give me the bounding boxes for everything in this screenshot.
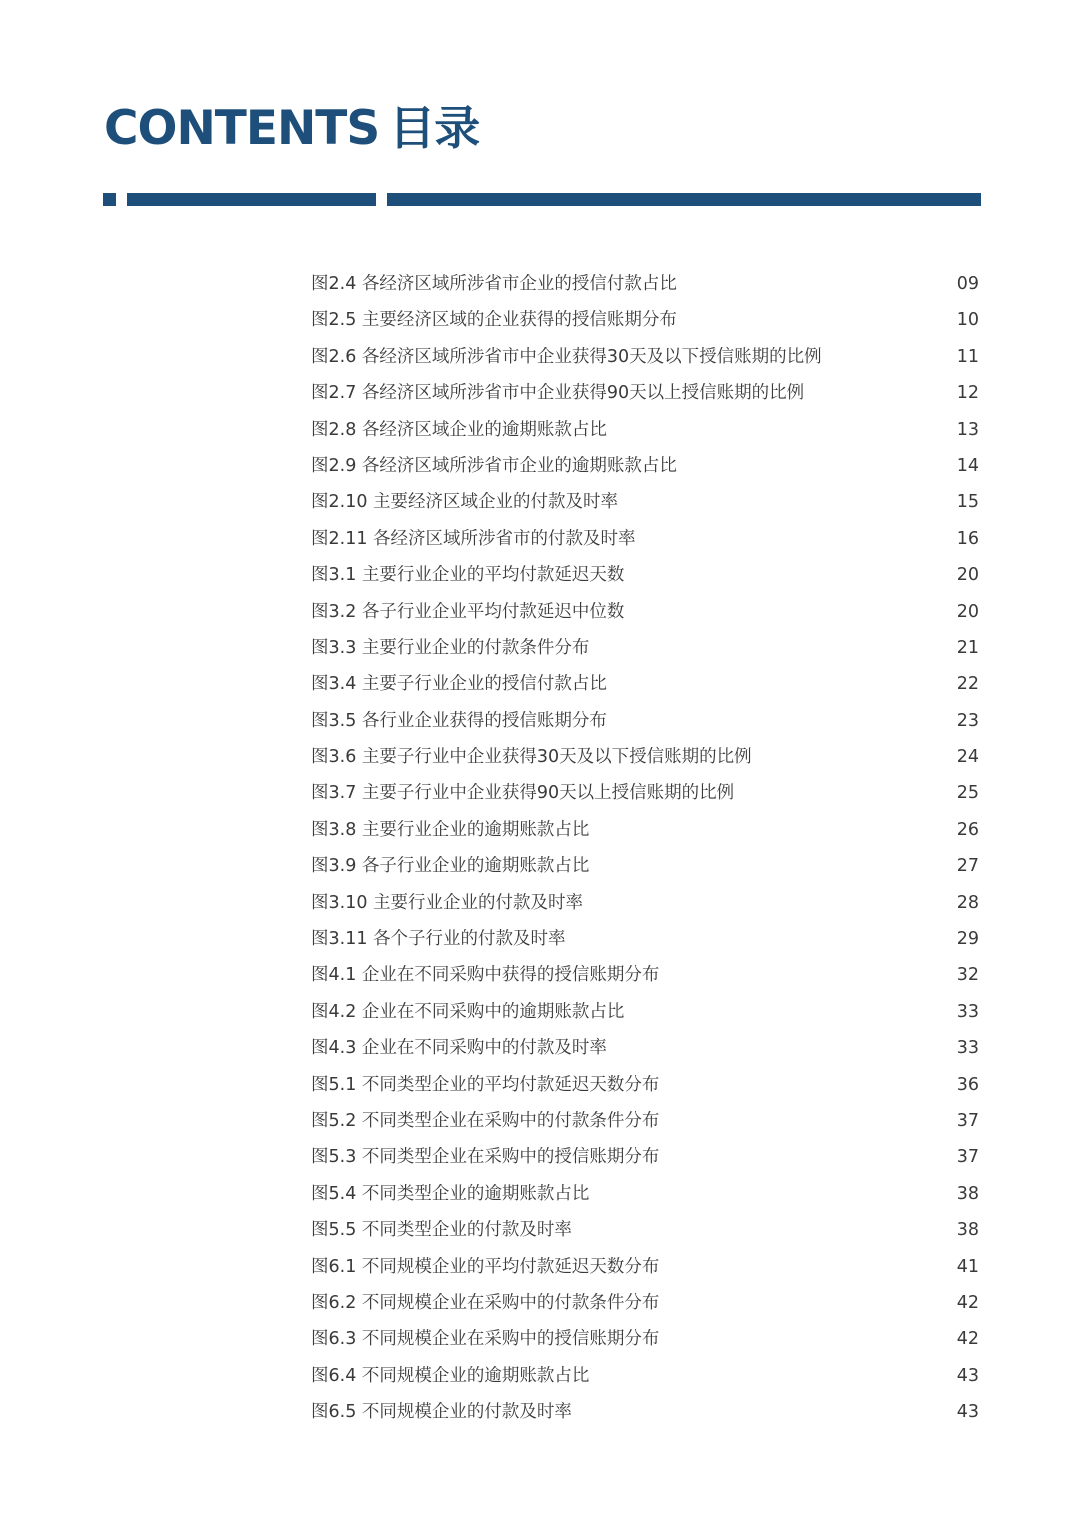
header-rule-short-bar: [127, 193, 376, 206]
toc-entry[interactable]: [311, 812, 979, 848]
toc-entry[interactable]: [311, 630, 979, 666]
toc-entry[interactable]: [311, 266, 979, 302]
toc-entry-page-number: 16: [956, 528, 979, 549]
toc-entry-page-number: 26: [956, 819, 979, 840]
toc-entry-page-number: 13: [956, 419, 979, 440]
toc-entry-title: 图4.3 企业在不同采购中的付款及时率: [311, 1038, 607, 1059]
toc-entry-title: 图6.2 不同规模企业在采购中的付款条件分布: [311, 1292, 660, 1313]
toc-entry-page-number: 09: [956, 274, 979, 294]
toc-entry[interactable]: [311, 1394, 979, 1430]
toc-entry[interactable]: [311, 302, 979, 338]
toc-entry-page-number: 41: [956, 1256, 979, 1277]
toc-entry-title: 图2.8 各经济区域企业的逾期账款占比: [311, 419, 607, 440]
toc-entry[interactable]: [311, 1103, 979, 1139]
toc-entry-page-number: 33: [956, 1001, 979, 1022]
toc-entry-title: 图3.1 主要行业企业的平均付款延迟天数: [311, 565, 625, 586]
toc-entry[interactable]: [311, 448, 979, 484]
toc-entry-title: 图3.7 主要子行业中企业获得90天以上授信账期的比例: [311, 783, 735, 804]
header-rule-square: [103, 193, 116, 206]
toc-entry[interactable]: [311, 848, 979, 884]
toc-entry-title: 图2.4 各经济区域所涉省市企业的授信付款占比: [311, 274, 677, 294]
toc-entry[interactable]: [311, 484, 979, 520]
toc-entry-title: 图2.10 主要经济区域企业的付款及时率: [311, 492, 619, 513]
toc-entry-title: 图5.3 不同类型企业在采购中的授信账期分布: [311, 1147, 660, 1168]
toc-entry[interactable]: [311, 885, 979, 921]
toc-entry[interactable]: [311, 1285, 979, 1321]
toc-entry-page-number: 15: [956, 492, 979, 513]
toc-entry-title: 图6.3 不同规模企业在采购中的授信账期分布: [311, 1329, 660, 1350]
toc-entry-title: 图3.2 各子行业企业平均付款延迟中位数: [311, 601, 625, 622]
toc-entry-page-number: 24: [956, 747, 979, 768]
toc-entry[interactable]: [311, 957, 979, 993]
toc-entry-page-number: 11: [956, 346, 979, 367]
toc-entry[interactable]: [311, 557, 979, 593]
toc-entry-page-number: 12: [956, 383, 979, 404]
toc-entry[interactable]: [311, 521, 979, 557]
toc-entry[interactable]: [311, 1030, 979, 1066]
toc-entry-title: 图6.5 不同规模企业的付款及时率: [311, 1402, 572, 1423]
toc-entry-title: 图5.5 不同类型企业的付款及时率: [311, 1220, 572, 1241]
toc-entry-page-number: 29: [956, 929, 979, 950]
toc-entry-title: 图2.6 各经济区域所涉省市中企业获得30天及以下授信账期的比例: [311, 346, 822, 367]
toc-entry[interactable]: [311, 1358, 979, 1394]
toc-entry[interactable]: [311, 775, 979, 811]
toc-entry-title: 图4.1 企业在不同采购中获得的授信账期分布: [311, 965, 660, 986]
toc-entry-title: 图3.8 主要行业企业的逾期账款占比: [311, 819, 590, 840]
toc-entry[interactable]: [311, 339, 979, 375]
toc-entry[interactable]: [311, 1249, 979, 1285]
toc-entry[interactable]: [311, 412, 979, 448]
toc-entry-title: 图2.7 各经济区域所涉省市中企业获得90天以上授信账期的比例: [311, 383, 805, 404]
toc-entry-title: 图2.9 各经济区域所涉省市企业的逾期账款占比: [311, 455, 677, 476]
toc-entry-page-number: 20: [956, 601, 979, 622]
toc-entry-title: 图2.11 各经济区域所涉省市的付款及时率: [311, 528, 636, 549]
toc-entry-page-number: 20: [956, 565, 979, 586]
toc-entry-page-number: 37: [956, 1147, 979, 1168]
toc-entry-title: 图3.5 各行业企业获得的授信账期分布: [311, 710, 607, 731]
toc-entry-page-number: 21: [956, 637, 979, 658]
toc-entry-page-number: 42: [956, 1329, 979, 1350]
toc-entry-title: 图6.4 不同规模企业的逾期账款占比: [311, 1365, 590, 1386]
toc-entry-page-number: 42: [956, 1292, 979, 1313]
toc-entry-page-number: 14: [956, 455, 979, 476]
toc-entry-title: 图6.1 不同规模企业的平均付款延迟天数分布: [311, 1256, 660, 1277]
toc-entry[interactable]: [311, 1067, 979, 1103]
toc-entry-page-number: 37: [956, 1110, 979, 1131]
toc-entry-title: 图3.6 主要子行业中企业获得30天及以下授信账期的比例: [311, 747, 752, 768]
toc-entry[interactable]: [311, 994, 979, 1030]
toc-entry-page-number: 36: [956, 1074, 979, 1095]
toc-entry[interactable]: [311, 921, 979, 957]
toc-entry-title: 图3.3 主要行业企业的付款条件分布: [311, 637, 590, 658]
toc-entry[interactable]: [311, 1212, 979, 1248]
toc-entry[interactable]: [311, 1321, 979, 1357]
toc-entry-page-number: 22: [956, 674, 979, 695]
toc-entry[interactable]: [311, 666, 979, 702]
toc-entry-page-number: 23: [956, 710, 979, 731]
toc-entry-page-number: 27: [956, 856, 979, 877]
toc-entry-title: 图3.9 各子行业企业的逾期账款占比: [311, 856, 590, 877]
toc-entry-title: 图3.10 主要行业企业的付款及时率: [311, 892, 584, 913]
toc-entry[interactable]: [311, 1139, 979, 1175]
page-title: [104, 96, 479, 160]
toc-entry-title: 图5.4 不同类型企业的逾期账款占比: [311, 1183, 590, 1204]
toc-entry-page-number: 43: [956, 1402, 979, 1423]
toc-entry-page-number: 28: [956, 892, 979, 913]
toc-entry-title: 图3.11 各个子行业的付款及时率: [311, 929, 566, 950]
toc-entry-page-number: 10: [956, 310, 979, 331]
toc-entry-page-number: 32: [956, 965, 979, 986]
toc-entry-page-number: 38: [956, 1183, 979, 1204]
toc-entry-title: 图4.2 企业在不同采购中的逾期账款占比: [311, 1001, 625, 1022]
toc-entry-page-number: 43: [956, 1365, 979, 1386]
toc-entry-title: 图2.5 主要经济区域的企业获得的授信账期分布: [311, 310, 677, 331]
toc-entry-page-number: 38: [956, 1220, 979, 1241]
toc-entry-title: 图5.2 不同类型企业在采购中的付款条件分布: [311, 1110, 660, 1131]
toc-entry-title: 图5.1 不同类型企业的平均付款延迟天数分布: [311, 1074, 660, 1095]
toc-entry[interactable]: [311, 375, 979, 411]
toc-entry-page-number: 25: [956, 783, 979, 804]
title-chinese: 目录: [389, 101, 480, 155]
toc-entry[interactable]: [311, 703, 979, 739]
toc-entry-page-number: 33: [956, 1038, 979, 1059]
toc-entry[interactable]: [311, 1176, 979, 1212]
toc-entry[interactable]: [311, 739, 979, 775]
toc-entry[interactable]: [311, 594, 979, 630]
header-rule-long-bar: [387, 193, 981, 206]
title-english: CONTENTS: [104, 101, 380, 156]
toc-entry-title: 图3.4 主要子行业企业的授信付款占比: [311, 674, 607, 695]
figure-contents-list: [311, 266, 979, 1431]
